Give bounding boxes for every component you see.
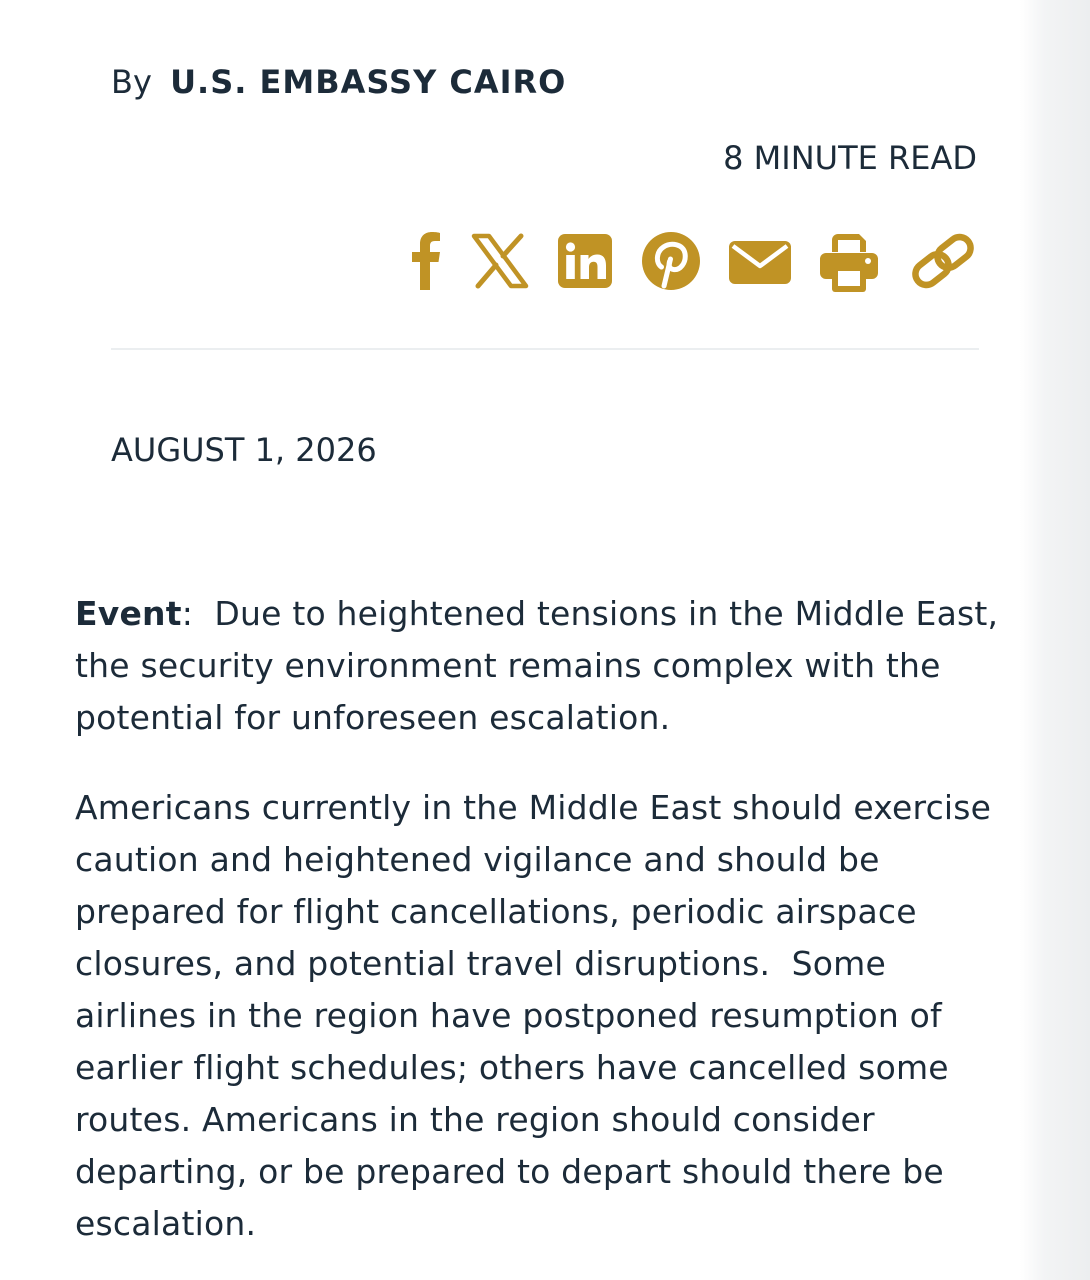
read-time: 8 MINUTE READ (723, 139, 977, 177)
event-paragraph (75, 588, 1015, 744)
event-colon: : (181, 594, 194, 633)
pinterest-icon[interactable] (640, 228, 702, 294)
byline (111, 58, 566, 106)
x-icon[interactable] (470, 228, 530, 294)
event-text: Due to heightened tensions in the Middle East, the security environment remains complex with the potential for unforeseen escalation. (75, 594, 999, 737)
link-icon[interactable] (906, 228, 980, 294)
publish-date: AUGUST 1, 2026 (111, 431, 377, 469)
print-icon[interactable] (818, 228, 880, 294)
facebook-icon[interactable] (408, 228, 444, 294)
page-edge-shade (1020, 0, 1090, 1280)
email-icon[interactable] (728, 228, 792, 294)
author-link[interactable]: U.S. EMBASSY CAIRO (170, 63, 567, 101)
divider (111, 348, 979, 350)
article-body (75, 588, 1015, 1280)
advisory-paragraph: Americans currently in the Middle East should exercise caution and heightened vigilance and should be prepared for flight cancellations, periodic airspace closures, and potential travel disruptions. Some airlines in the region have postponed resumption of earlier flight schedules; others have cancelled some routes. Americans in the region should consider departing, or be prepared to depart should there be escalation. (75, 788, 1002, 1243)
linkedin-icon[interactable] (556, 228, 614, 294)
event-label: Event (75, 594, 182, 633)
share-bar (408, 224, 980, 298)
byline-prefix: By (111, 63, 152, 101)
